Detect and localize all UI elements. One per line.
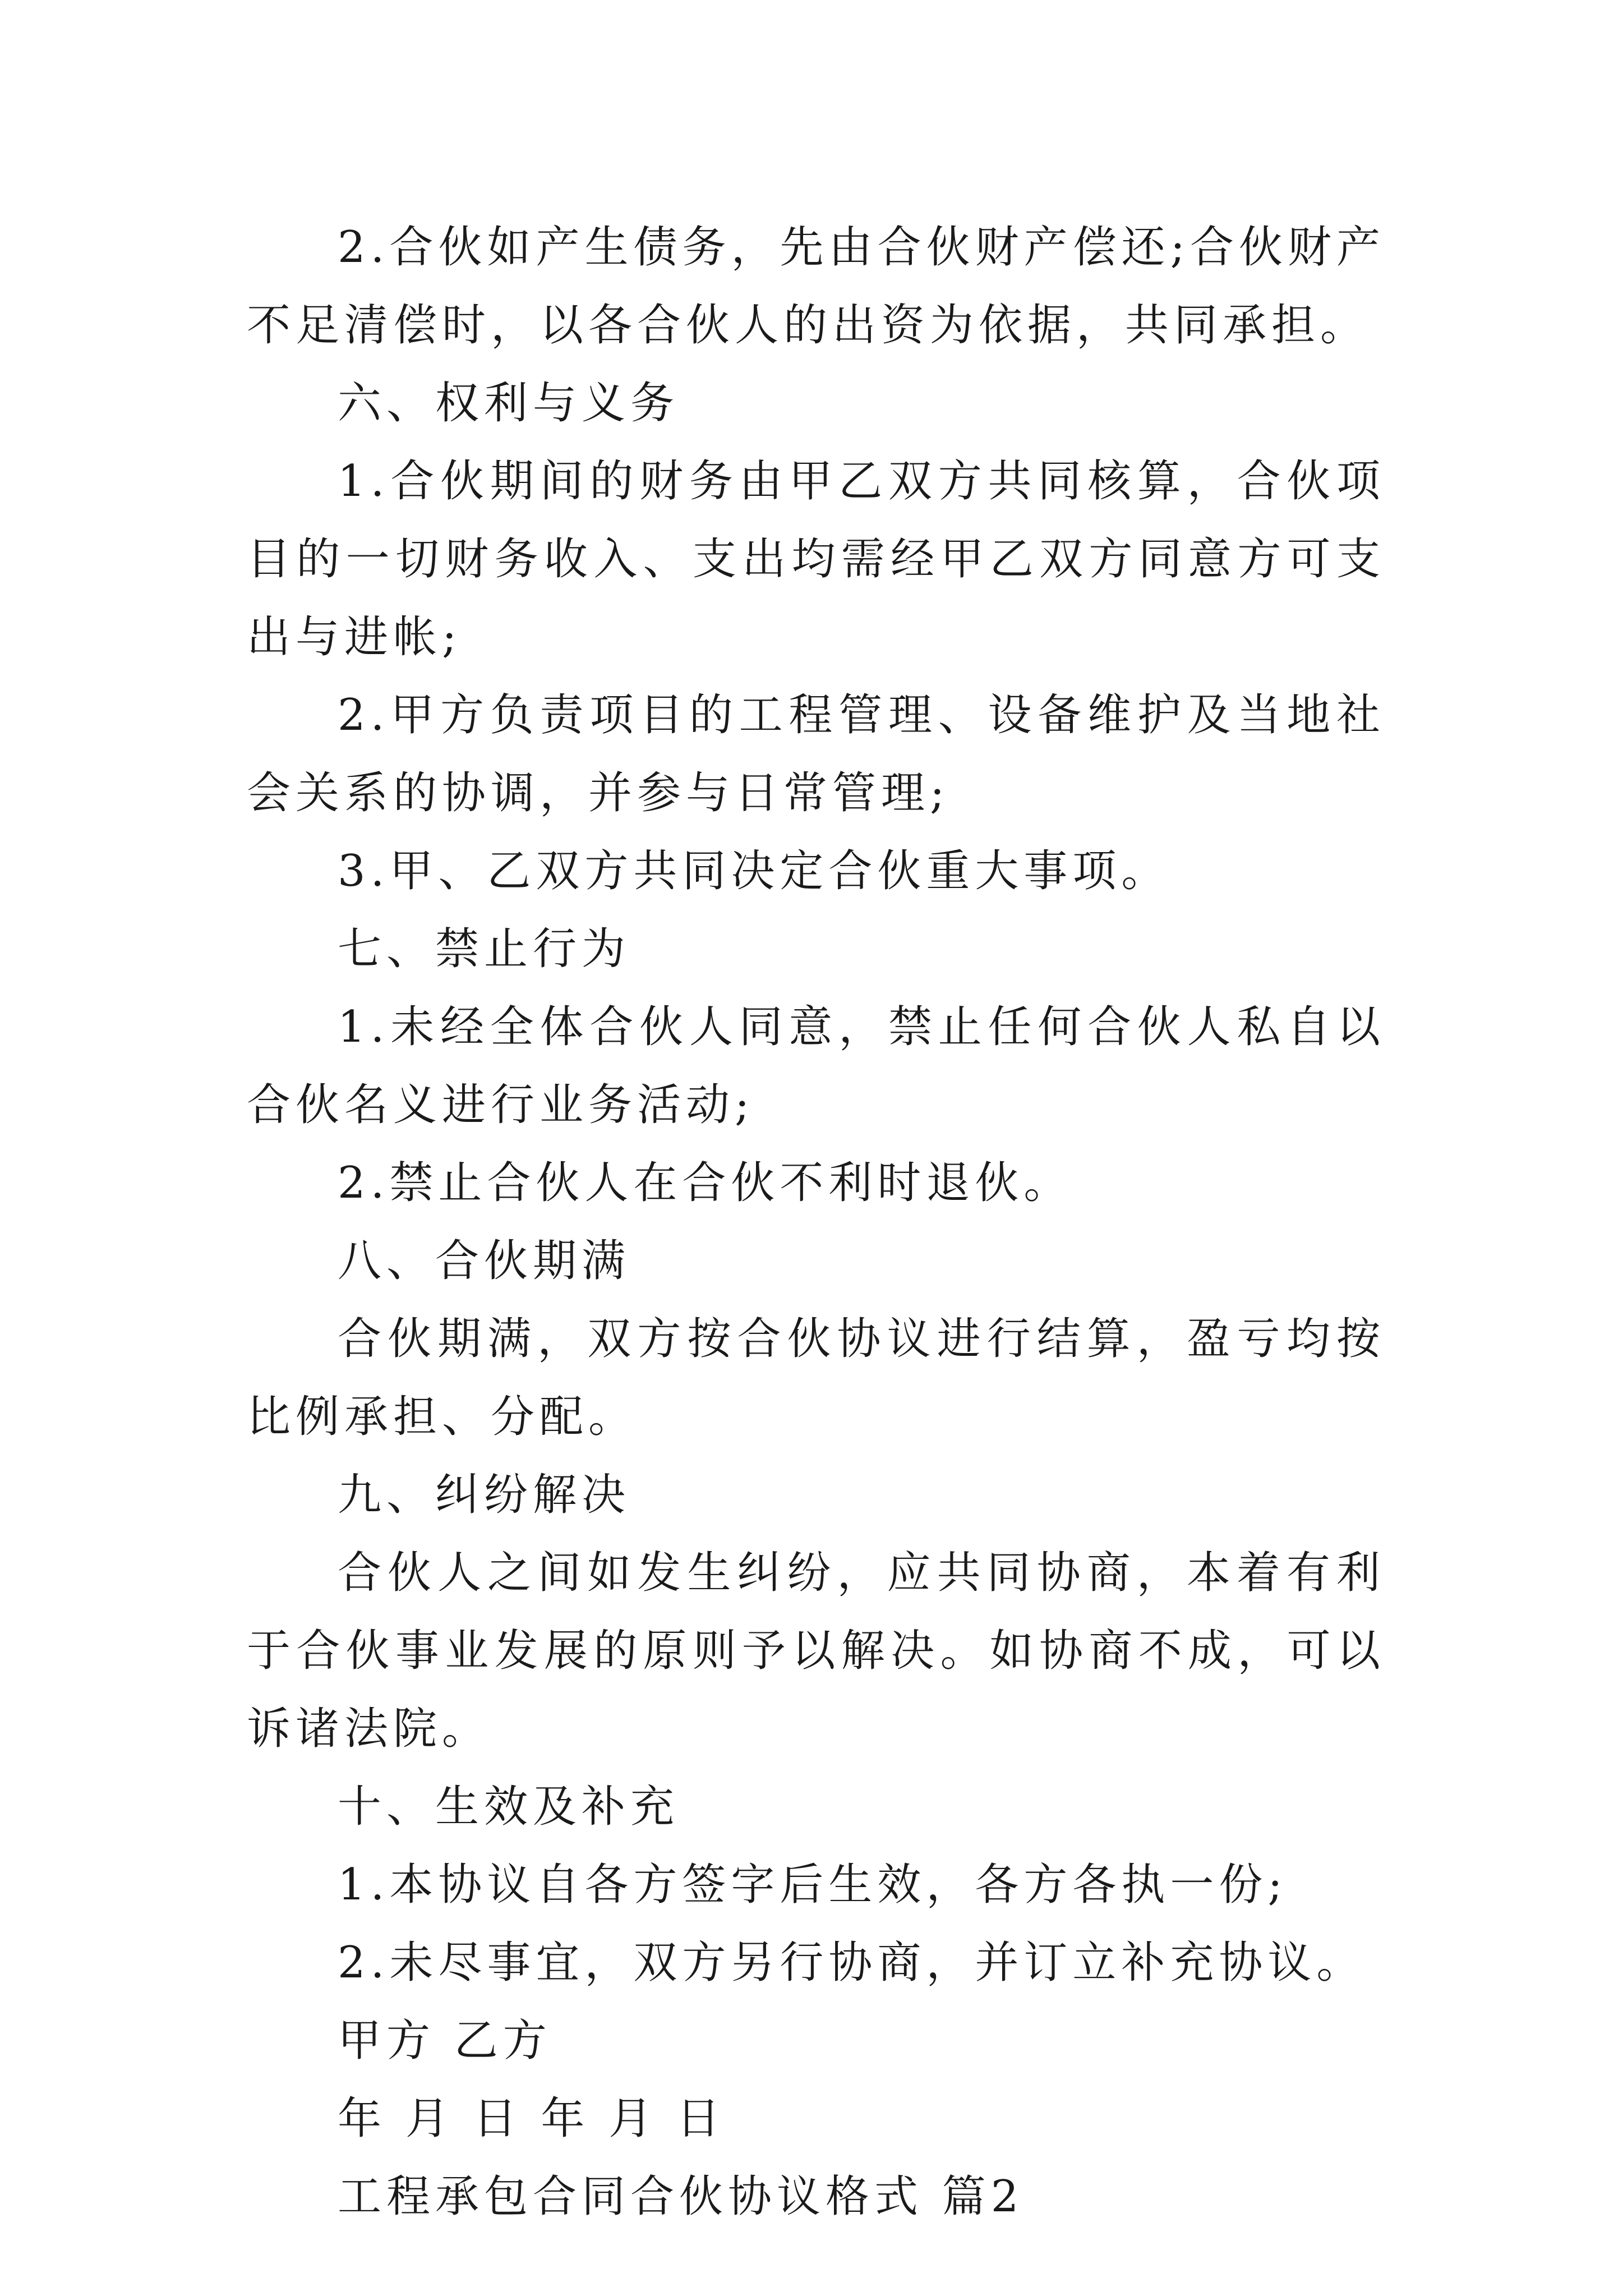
signature-parties: 甲方 乙方 bbox=[338, 2016, 552, 2066]
next-document-title: 工程承包合同合伙协议格式 篇2 bbox=[338, 2171, 1024, 2222]
clause-supplement: 2.未尽事宜，双方另行协商，并订立补充协议。 bbox=[338, 1938, 1366, 1988]
clause-party-a-duties: 2.甲方负责项目的工程管理、设备维护及当地社会关系的协调，并参与日常管理; bbox=[247, 690, 1385, 818]
clause-joint-decisions: 3.甲、乙双方共同决定合伙重大事项。 bbox=[338, 846, 1170, 896]
clause-settlement: 合伙期满，双方按合伙协议进行结算，盈亏均按比例承担、分配。 bbox=[247, 1314, 1385, 1442]
section-heading-rights-duties: 六、权利与义务 bbox=[338, 378, 680, 429]
clause-effective: 1.本协议自各方签字后生效，各方各执一份; bbox=[338, 1860, 1288, 1910]
section-heading-dispute-resolution: 九、纠纷解决 bbox=[338, 1470, 631, 1520]
document-body bbox=[247, 209, 1385, 2236]
section-heading-effect-supplement: 十、生效及补充 bbox=[338, 1782, 680, 1832]
signature-dates: 年 月 日 年 月 日 bbox=[338, 2093, 725, 2144]
clause-no-withdrawal: 2.禁止合伙人在合伙不利时退伙。 bbox=[338, 1158, 1073, 1208]
clause-dispute: 合伙人之间如发生纠纷，应共同协商，本着有利于合伙事业发展的原则予以解决。如协商不成，可以诉诸法院。 bbox=[247, 1548, 1385, 1754]
clause-no-unauthorized-business: 1.未经全体合伙人同意，禁止任何合伙人私自以合伙名义进行业务活动; bbox=[247, 1002, 1385, 1130]
clause-debt-repayment: 2.合伙如产生债务，先由合伙财产偿还;合伙财产不足清偿时，以各合伙人的出资为依据，共同承担。 bbox=[247, 222, 1385, 351]
section-heading-term-expiry: 八、合伙期满 bbox=[338, 1236, 631, 1286]
clause-finance-accounting: 1.合伙期间的财务由甲乙双方共同核算，合伙项目的一切财务收入、支出均需经甲乙双方同意方可支出与进帐; bbox=[247, 456, 1385, 662]
section-heading-prohibited-acts: 七、禁止行为 bbox=[338, 924, 631, 974]
